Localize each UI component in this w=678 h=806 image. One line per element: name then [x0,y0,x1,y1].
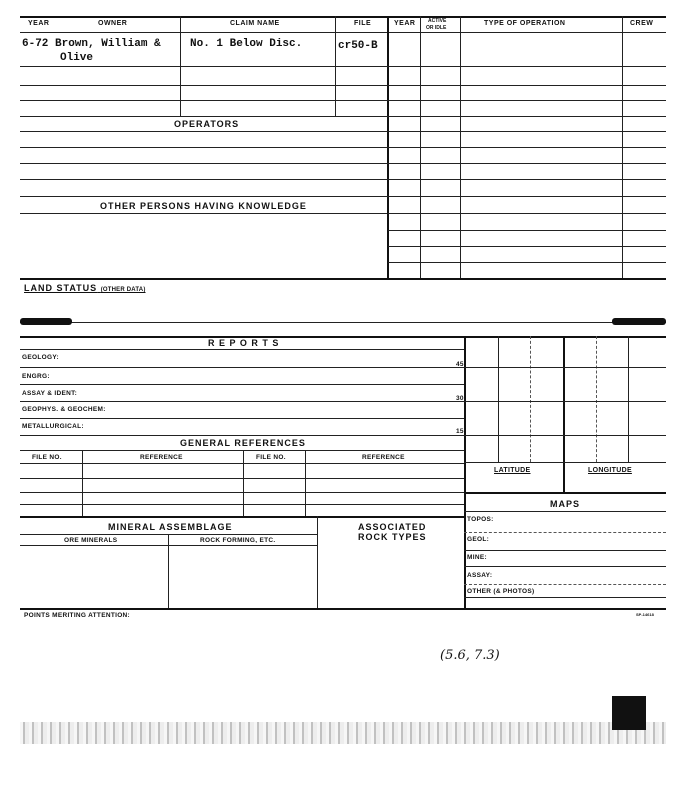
land-status-note: (OTHER DATA) [100,287,146,293]
entry-claim: No. 1 Below Disc. [190,38,303,50]
operators-row-2 [20,163,666,164]
latlong-row-3 [464,435,666,436]
general-ref-row-1 [20,478,464,479]
form-code: SP-14618 [636,612,654,617]
mineral-divider [168,534,169,608]
points-meriting-attention: POINTS MERITING ATTENTION: [24,612,131,619]
maps-other: OTHER (& PHOTOS) [467,588,535,595]
right-row-a [388,213,666,214]
section-land-status [24,283,146,293]
report-line-5 [20,435,464,436]
latlong-col-4 [628,336,629,462]
maps-line-1 [464,532,666,533]
general-ref-div-3 [305,450,306,516]
general-ref-div-1 [82,450,83,516]
report-num-30: 30 [456,395,464,402]
header-crew: CREW [630,20,654,27]
section-maps: MAPS [550,499,581,509]
header-year-2: YEAR [394,20,416,27]
maps-geol: GEOL: [467,536,490,543]
col-file-no-1: FILE NO. [32,454,62,461]
reports-top [20,336,666,338]
maps-topos: TOPOS: [467,516,494,523]
bottom-border [20,608,666,610]
report-geology: GEOLOGY: [22,354,59,361]
section-operators: OPERATORS [174,119,240,129]
general-ref-header-line [20,463,464,464]
header-or-idle: OR IDLE [426,25,447,31]
row-line-1 [20,66,666,67]
operators-row-1 [20,147,666,148]
label-longitude: LONGITUDE [588,467,632,474]
header-file: FILE [354,20,372,27]
row-line-4 [20,116,666,117]
header-type-of-operation: TYPE OF OPERATION [484,20,566,27]
section-other-persons: OTHER PERSONS HAVING KNOWLEDGE [100,201,307,211]
maps-underline [464,511,666,512]
redaction-right [612,318,666,325]
section-reports: R E P O R T S [208,338,280,348]
latlong-row-1 [464,367,666,368]
col-ore-minerals: ORE MINERALS [64,537,118,544]
handwritten-coordinates: (5.6, 7.3) [440,648,500,663]
land-status-line [20,322,666,323]
latlong-col-2 [530,336,531,462]
general-ref-bottom [20,516,464,518]
maps-assay: ASSAY: [467,572,493,579]
label-latitude: LATITUDE [494,467,531,474]
latlong-row-2 [464,401,666,402]
general-ref-div-2 [243,450,244,516]
top-section-bottom [20,278,666,280]
latlong-col-1 [498,336,499,462]
report-line-2 [20,384,464,385]
latlong-center [563,336,565,492]
right-row-b [388,230,666,231]
maps-line-5 [464,597,666,598]
general-ref-underline [20,450,464,451]
maps-line-4 [464,584,666,585]
report-line-3 [20,401,464,402]
right-row-d [388,262,666,263]
redaction-left [20,318,72,325]
header-underline [20,32,666,33]
section-mineral-assemblage: MINERAL ASSEMBLAGE [108,522,233,532]
operators-underline [20,131,666,132]
report-line-4 [20,418,464,419]
scan-noise-band [20,722,666,744]
entry-year-owner: 6-72 Brown, William & [22,38,161,50]
maps-line-3 [464,566,666,567]
maps-line-2 [464,550,666,551]
header-claim-name: CLAIM NAME [230,20,280,27]
reports-underline [20,349,464,350]
top-border [20,16,666,18]
report-assay: ASSAY & IDENT: [22,390,78,397]
other-persons-underline [20,213,387,214]
header-year: YEAR [28,20,50,27]
entry-owner-cont: Olive [60,52,94,64]
report-num-45: 45 [456,361,464,368]
maps-top [464,492,666,494]
rock-types-divider [317,516,318,608]
general-ref-row-2 [20,492,464,493]
section-associated-2: ROCK TYPES [358,532,427,542]
latlong-row-4 [464,462,666,463]
report-geophys: GEOPHYS. & GEOCHEM: [22,406,106,413]
report-num-15: 15 [456,428,464,435]
section-general-references: GENERAL REFERENCES [180,438,306,448]
report-metallurgical: METALLURGICAL: [22,423,84,430]
scan-dark-block [612,696,646,730]
right-row-c [388,246,666,247]
col-file-no-2: FILE NO. [256,454,286,461]
maps-mine: MINE: [467,554,487,561]
entry-file: cr50-B [338,40,378,52]
land-status-label: LAND STATUS [24,283,98,293]
header-active: ACTIVE [428,18,447,24]
row-line-2 [20,85,666,86]
reports-right-divider [464,336,466,608]
report-engrg: ENGRG: [22,373,50,380]
operators-row-4 [20,196,666,197]
general-ref-row-3 [20,504,464,505]
latlong-col-3 [596,336,597,462]
col-reference-2: REFERENCE [362,454,405,461]
operators-row-3 [20,179,666,180]
col-rock-forming: ROCK FORMING, ETC. [200,537,276,544]
report-line-1 [20,367,464,368]
section-associated-1: ASSOCIATED [358,522,427,532]
header-owner: OWNER [98,20,128,27]
row-line-3 [20,100,666,101]
col-reference-1: REFERENCE [140,454,183,461]
